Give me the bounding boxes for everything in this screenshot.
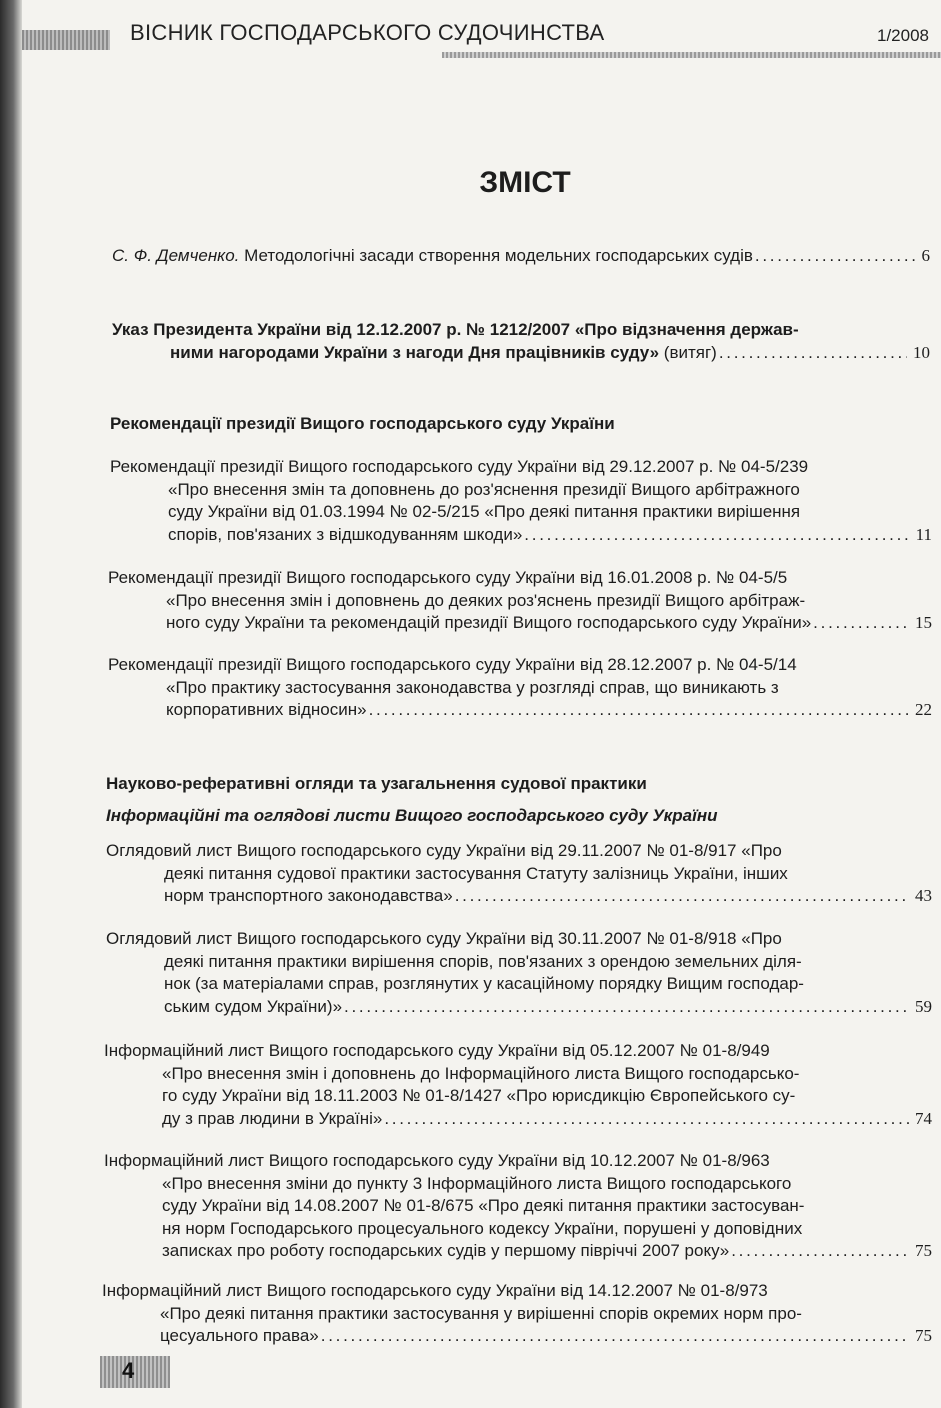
running-header [22,18,941,58]
toc-entry [108,567,932,635]
toc-entry [110,456,932,546]
entry-line: Рекомендації президії Вищого господарського суду України від 16.01.2008 р. № 04-5/5 [108,568,788,587]
journal-title: ВІСНИК ГОСПОДАРСЬКОГО СУДОЧИНСТВА [130,20,605,45]
entry-page: 15 [915,613,932,633]
entry-line: Інформаційний лист Вищого господарського суду України від 10.12.2007 № 01-8/963 [104,1151,770,1170]
issue-number: 1/2008 [877,26,929,45]
header-bar-left [22,30,110,50]
entry-line: «Про внесення змін і доповнень до Інформаційного листа Вищого господарсько- [162,1063,800,1083]
page-number: 4 [122,1358,135,1383]
entry-line: ного суду України та рекомендацій президії Вищого господарського суду України» [166,613,812,633]
toc-entry [112,245,930,268]
entry-line: ду з прав людини в Україні» [162,1108,383,1128]
entry-page: 75 [915,1241,932,1261]
entry-line: ським судом України)» [164,996,343,1016]
entry-line: Оглядовий лист Вищого господарського суду України від 29.11.2007 № 01-8/917 «Про [106,841,782,860]
page-number-box [100,1356,170,1388]
entry-page: 75 [915,1326,932,1346]
entry-page: 10 [913,342,930,362]
entry-line: суду України від 14.08.2007 № 01-8/675 «Про деякі питання практики застосуван- [162,1196,805,1216]
entry-page: 74 [915,1108,932,1128]
toc-entry [108,654,932,722]
entry-line: Указ Президента України від 12.12.2007 р. № 1212/2007 «Про відзначення держав- [112,320,799,339]
entry-page: 22 [915,700,932,720]
entry-line: Оглядовий лист Вищого господарського суду України від 30.11.2007 № 01-8/918 «Про [106,929,782,948]
entry-line: Рекомендації президії Вищого господарського суду України від 29.12.2007 р. № 04-5/239 [110,457,809,476]
header-bar-right [442,52,941,58]
toc-entry [112,319,930,364]
entry-author: С. Ф. Демченко. [112,246,240,265]
entry-page: 43 [915,886,932,906]
entry-line: «Про деякі питання практики застосування у вирішенні спорів окремих норм про- [160,1303,802,1323]
toc-entry [104,1040,932,1130]
contents-heading: ЗМІСТ [479,166,571,199]
entry-page: 6 [921,246,930,265]
entry-line: деякі питання судової практики застосування Статуту залізниць України, інших [164,863,788,883]
section-heading: Науково-реферативні огляди та узагальнення судової практики [106,774,647,793]
toc-entry [102,1280,932,1348]
entry-line: Інформаційний лист Вищого господарського суду України від 14.12.2007 № 01-8/973 [102,1281,768,1300]
entry-line: норм транспортного законодавства» [164,886,453,906]
entry-line: корпоративних відносин» [166,700,367,720]
toc-entry [106,928,932,1018]
entry-line: Рекомендації президії Вищого господарського суду України від 28.12.2007 р. № 04-5/14 [108,655,797,674]
entry-line: нок (за матеріалами справ, розглянутих у касаційному порядку Вищим господар- [164,974,804,994]
entry-line: деякі питання практики вирішення спорів, пов'язаних з орендою земельних діля- [164,951,802,971]
entry-line: ня норм Господарського процесуального кодексу України, порушені у доповідних [162,1218,803,1238]
entry-line: цесуального права» [160,1326,319,1346]
entry-page: 59 [915,996,932,1016]
entry-line: записках про роботу господарських судів у першому півріччі 2007 року» [162,1241,730,1261]
entry-line: «Про внесення змін і доповнень до деяких роз'яснень президії Вищого арбітраж- [166,590,806,610]
entry-line: суду України від 01.03.1994 № 02-5/215 «Про деякі питання практики вирішення [168,502,801,522]
subsection-heading: Інформаційні та оглядові листи Вищого господарського суду України [106,806,718,825]
section-heading: Рекомендації президії Вищого господарського суду України [110,414,615,433]
entry-line: Інформаційний лист Вищого господарського суду України від 05.12.2007 № 01-8/949 [104,1041,770,1060]
entry-line: ними нагородами України з нагоди Дня працівників суду» [170,342,660,362]
entry-line: спорів, пов'язаних з відшкодуванням шкоди» [168,524,523,544]
entry-note: (витяг) [663,342,717,362]
toc-entry [106,840,932,908]
page-edge [0,0,22,1408]
entry-line: «Про внесення зміни до пункту 3 Інформаційного листа Вищого господарського [162,1173,792,1193]
toc-entry [104,1150,932,1263]
entry-line: «Про практику застосування законодавства у розгляді справ, що виникають з [166,677,779,697]
entry-page: 11 [915,524,932,544]
entry-line: «Про внесення змін та доповнень до роз'яснення президії Вищого арбітражного [168,479,800,499]
entry-title: Методологічні засади створення модельних господарських судів [244,246,753,265]
entry-line: го суду України від 18.11.2003 № 01-8/1427 «Про юрисдикцію Європейського су- [162,1086,796,1106]
